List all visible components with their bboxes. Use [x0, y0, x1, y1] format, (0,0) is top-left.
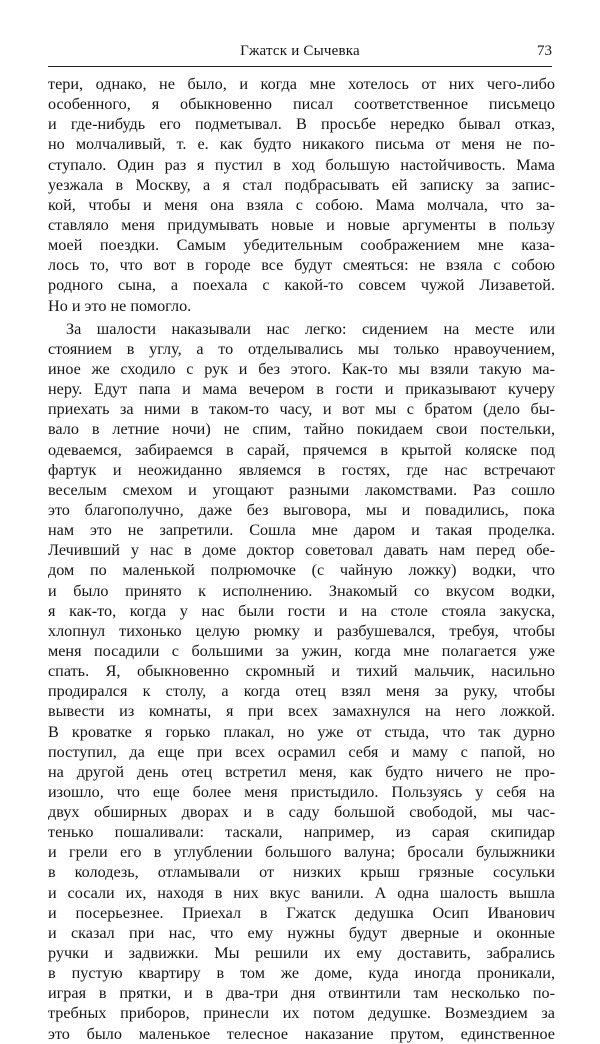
text-line: хлопнул тихонько целую рюмку и разбушевался, требуя, чтобы	[48, 621, 555, 640]
text-line: приехать за ними в таком-то часу, и вот мы с братом (дело бы-	[48, 400, 555, 419]
text-line: на другой день отец встретил меня, как будто ничего не про-	[48, 762, 555, 781]
text-line: вало в летние ночи) не спим, тайно покидаем свои постельки,	[48, 420, 555, 439]
text-line: Лечивший у нас в доме доктор советовал давать нам перед обе-	[48, 541, 555, 560]
paragraph-1	[48, 74, 555, 316]
text-line: тенько пошаливали: таскали, например, из сарая скипидар	[48, 823, 555, 842]
text-line: За шалости наказывали нас легко: сидением на месте или	[66, 319, 555, 338]
text-line: в пустую квартиру в том же доме, куда иногда проникали,	[48, 964, 555, 983]
text-line: лось то, что вот в городе все будут смеяться: не взяла с собою	[48, 256, 555, 275]
text-line: моей поездки. Самым убедительным соображением мне каза-	[48, 236, 555, 255]
text-line: фартук и неожиданно являемся в гостях, где нас встречают	[48, 460, 555, 479]
text-line: это было маленькое телесное наказание прутом, единственное	[48, 1024, 555, 1043]
text-line: спать. Я, обыкновенно скромный и тихий мальчик, насильно	[48, 662, 555, 681]
text-line: дом по маленькой полрюмочке (с чайную ложку) водки, что	[48, 561, 555, 580]
paragraph-2	[48, 319, 555, 1044]
text-line: ставляло меня придумывать новые и новые аргументы в пользу	[48, 215, 555, 234]
text-line: ступало. Один раз я пустил в ход большую настойчивость. Мама	[48, 155, 555, 174]
body-text	[48, 74, 555, 1044]
text-line: требных приборов, принесли их потом дедушке. Возмездием за	[48, 1004, 555, 1023]
text-line: и сосали их, находя в них вкус ванили. А одна шалость вышла	[48, 883, 555, 902]
text-line: вывести из комнаты, я при всех замахнулся на него ложкой.	[48, 702, 555, 721]
text-line: и где-нибудь его подметывал. В просьбе нередко бывал отказ,	[48, 115, 555, 134]
text-line: тери, однако, не было, и когда мне хотелось от них чего-либо	[48, 75, 555, 93]
text-line: веселым смехом и угощают разными лакомствами. Раз сошло	[48, 480, 555, 499]
text-line: В кроватке я горько плакал, но уже от стыда, что так дурно	[48, 722, 555, 741]
text-line: и сказал при нас, что ему нужны будут дверные и оконные	[48, 923, 555, 942]
text-line: кой, чтобы и меня она взяла с собою. Мама молчала, что за-	[48, 195, 555, 214]
text-line: стоянием в углу, а то отделывались мы только нравоучением,	[48, 339, 555, 358]
text-line: неру. Едут папа и мама вечером в гости и приказывают кучеру	[48, 380, 555, 399]
text-line: поступил, да еще при всех осрамил себя и маму с папой, но	[48, 742, 555, 761]
text-line: нам это не запретили. Сошла мне даром и такая проделка.	[48, 521, 555, 540]
page-number: 73	[537, 43, 552, 59]
text-line: родного сына, а поехала с какой-то совсем чужой Лизаветой.	[48, 276, 555, 295]
running-title: Гжатск и Сычевка	[240, 43, 360, 59]
text-line: в колодезь, отламывали от низких крыш грязные сосульки	[48, 863, 555, 882]
text-line: изошло, что еще более меня пристыдило. Пользуясь у себя на	[48, 782, 555, 801]
text-line: особенного, я обыкновенно писал соответственное письмецо	[48, 95, 555, 114]
text-line: ручки и задвижки. Мы решили их ему доставить, забрались	[48, 944, 555, 963]
text-line: одеваемся, забираемся в сарай, прячемся в крытой коляске под	[48, 440, 555, 459]
text-line: меня посадили с большими за ужин, когда мне полагается уже	[48, 641, 555, 660]
text-line: играя в прятки, и в два-три дня отвинтили там несколько по-	[48, 984, 555, 1003]
text-line: Но и это не помогло.	[48, 296, 192, 315]
text-line: я как-то, когда у нас были гости и на столе стояла закуска,	[48, 601, 555, 620]
text-line: и посерьезнее. Приехал в Гжатск дедушка Осип Иванович	[48, 903, 555, 922]
text-line: но молчаливый, т. е. как будто никакого письма от меня не по-	[48, 135, 555, 154]
page-header	[48, 40, 552, 67]
text-line: двух обширных дворах и в саду большой свободой, мы час-	[48, 803, 555, 822]
text-line: уезжала в Москву, а я стал подбрасывать ей записку за запис-	[48, 175, 555, 194]
text-line: и было принято к исполнению. Знакомый со вкусом водки,	[48, 581, 555, 600]
text-line: продирался к столу, а когда отец взял меня за руку, чтобы	[48, 682, 555, 701]
text-line: это благополучно, даже без выговора, мы и повадились, пока	[48, 500, 555, 519]
text-line: иное же сходило с рук и без этого. Как-то мы взяли такую ма-	[48, 359, 555, 378]
text-line: и грели его в углублении большого валуна; бросали булыжники	[48, 843, 555, 862]
